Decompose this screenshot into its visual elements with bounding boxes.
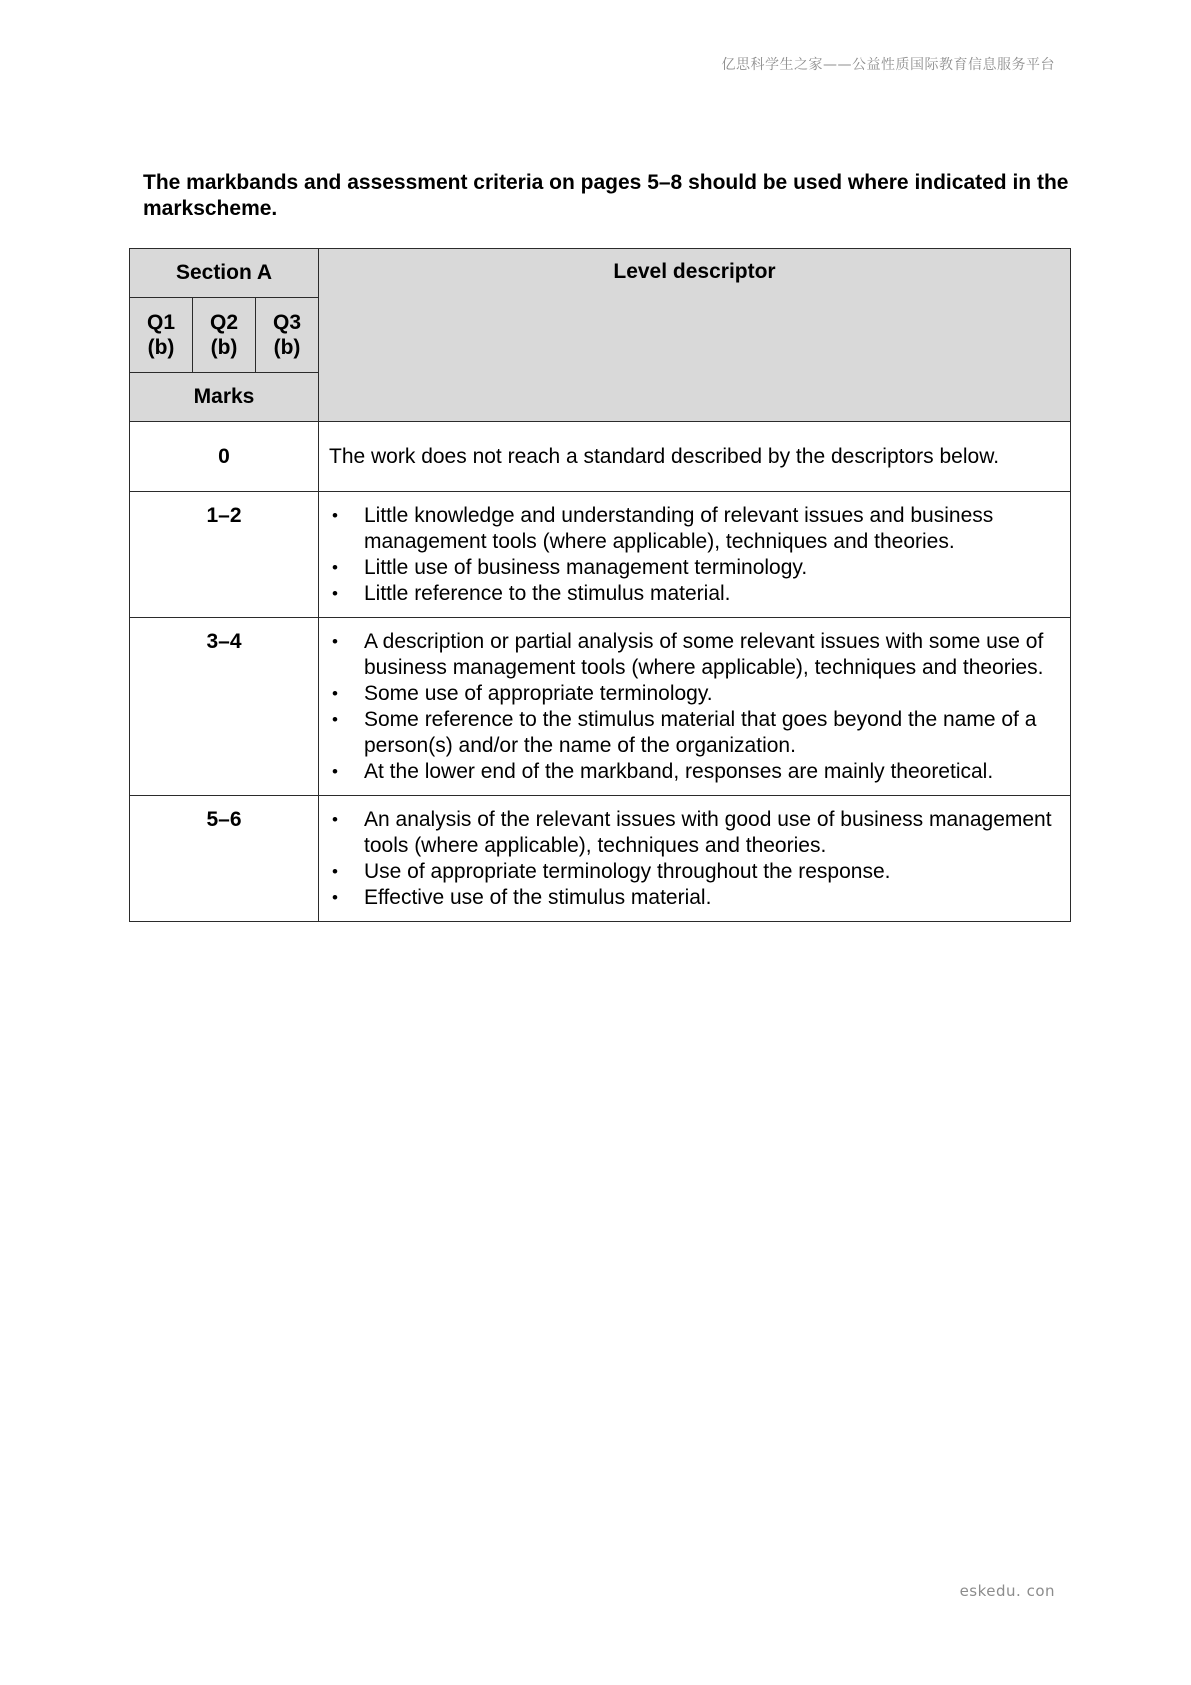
markbands-table [129, 248, 1071, 922]
level-descriptor-header: Level descriptor [319, 249, 1071, 422]
intro-paragraph: The markbands and assessment criteria on pages 5–8 should be used where indicated in the markscheme. [143, 171, 1069, 220]
bullet-icon: • [332, 862, 338, 881]
question-part: (b) [147, 336, 175, 359]
question-part: (b) [273, 336, 301, 359]
marks-value: 5–6 [130, 796, 319, 922]
list-item: • Effective use of the stimulus material. [332, 886, 712, 909]
bullet-icon: • [332, 558, 338, 577]
descriptor-list [329, 807, 1060, 911]
list-item: • Use of appropriate terminology throughout the response. [332, 860, 891, 883]
bullet-icon: • [332, 810, 338, 829]
marks-header: Marks [130, 373, 319, 422]
list-item: • Some use of appropriate terminology. [332, 682, 713, 705]
question-header-q2 [193, 298, 256, 373]
marks-value: 3–4 [130, 618, 319, 796]
list-item: • Some reference to the stimulus material that goes beyond the name of a person(s) and/or the name of the organization. [332, 708, 1037, 757]
bullet-icon: • [332, 762, 338, 781]
descriptor-list [329, 629, 1060, 785]
question-number: Q2 [209, 311, 238, 334]
bullet-icon: • [332, 684, 338, 703]
table-row [130, 492, 1071, 618]
list-item: • Little use of business management terminology. [332, 556, 808, 579]
question-part: (b) [210, 336, 238, 359]
list-item: • At the lower end of the markband, responses are mainly theoretical. [332, 760, 994, 783]
table-row [130, 618, 1071, 796]
marks-value: 1–2 [130, 492, 319, 618]
watermark-header: 亿思科学生之家——公益性质国际教育信息服务平台 [721, 57, 1055, 73]
question-number: Q1 [146, 311, 175, 334]
level-descriptor-cell [319, 492, 1071, 618]
bullet-icon: • [332, 710, 338, 729]
descriptor-list [329, 503, 1060, 607]
list-item: • An analysis of the relevant issues with good use of business management tools (where applicable), techniques and theories. [332, 808, 1052, 857]
bullet-icon: • [332, 632, 338, 651]
table-row [130, 796, 1071, 922]
level-descriptor-cell [319, 618, 1071, 796]
list-item: • Little knowledge and understanding of relevant issues and business management tools (where applicable), techniques and theories. [332, 504, 994, 553]
level-descriptor-cell [319, 796, 1071, 922]
list-item: • Little reference to the stimulus material. [332, 582, 731, 605]
marks-value: 0 [130, 422, 319, 492]
question-header-q3 [256, 298, 319, 373]
bullet-icon: • [332, 584, 338, 603]
bullet-icon: • [332, 506, 338, 525]
list-item: • A description or partial analysis of some relevant issues with some use of business management tools (where applicable), techniques and theories. [332, 630, 1044, 679]
bullet-icon: • [332, 888, 338, 907]
watermark-footer: eskedu. con [959, 1582, 1055, 1600]
table-row [130, 422, 1071, 492]
question-number: Q3 [272, 311, 301, 334]
level-descriptor-text: The work does not reach a standard described by the descriptors below. [319, 422, 1071, 492]
question-header-q1 [130, 298, 193, 373]
section-a-header: Section A [130, 249, 319, 298]
